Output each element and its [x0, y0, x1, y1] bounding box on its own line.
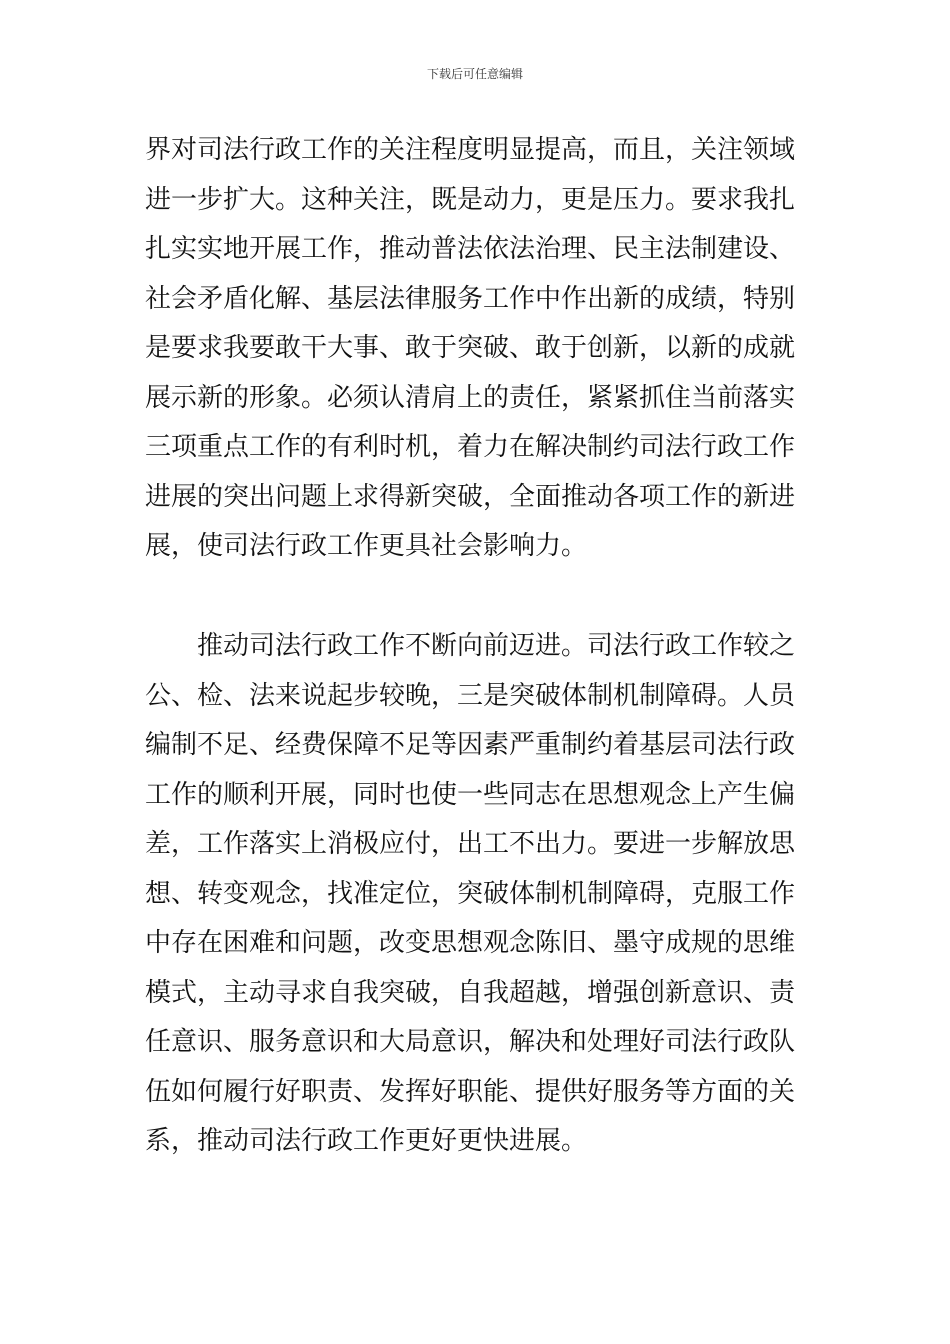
paragraph-line: 三项重点工作的有利时机，着力在解决制约司法行政工作	[145, 432, 796, 462]
paragraph-line: 公、检、法来说起步较晚，三是突破体制机制障碍。人员	[145, 680, 796, 711]
paragraph-2	[145, 622, 795, 1167]
paragraph-line: 模式，主动寻求自我突破，自我超越，增强创新意识、责	[145, 977, 796, 1008]
paragraph-line: 进展的突出问题上求得新突破，全面推动各项工作的新进	[145, 481, 796, 512]
paragraph-line: 展示新的形象。必须认清肩上的责任，紧紧抓住当前落实	[145, 382, 796, 413]
paragraph-line: 展，使司法行政工作更具社会影响力。	[145, 531, 588, 561]
paragraph-line: 界对司法行政工作的关注程度明显提高，而且，关注领域	[145, 135, 796, 165]
paragraph-line: 进一步扩大。这种关注，既是动力，更是压力。要求我扎	[145, 184, 796, 215]
paragraph-line: 工作的顺利开展，同时也使一些同志在思想观念上产生偏	[145, 779, 796, 810]
paragraph-line: 编制不足、经费保障不足等因素严重制约着基层司法行政	[145, 730, 796, 760]
paragraph-line: 差，工作落实上消极应付，出工不出力。要进一步解放思	[145, 829, 796, 859]
paragraph-line: 扎实实地开展工作，推动普法依法治理、民主法制建设、	[145, 234, 796, 264]
paragraph-line: 想、转变观念，找准定位，突破体制机制障碍，克服工作	[145, 878, 796, 909]
paragraph-line: 是要求我要敢干大事、敢于突破、敢于创新，以新的成就	[145, 333, 796, 363]
paragraph-1	[145, 126, 795, 572]
paragraph-line: 系，推动司法行政工作更好更快进展。	[145, 1126, 588, 1156]
paragraph-line: 伍如何履行好职责、发挥好职能、提供好服务等方面的关	[145, 1076, 796, 1107]
paragraph-line: 任意识、服务意识和大局意识，解决和处理好司法行政队	[145, 1027, 796, 1057]
header-note: 下载后可任意编辑	[426, 67, 523, 81]
paragraph-line: 社会矛盾化解、基层法律服务工作中作出新的成绩，特别	[145, 283, 796, 314]
paragraph-line: 推动司法行政工作不断向前迈进。司法行政工作较之	[197, 631, 796, 661]
paragraph-line: 中存在困难和问题，改变思想观念陈旧、墨守成规的思维	[145, 928, 796, 958]
